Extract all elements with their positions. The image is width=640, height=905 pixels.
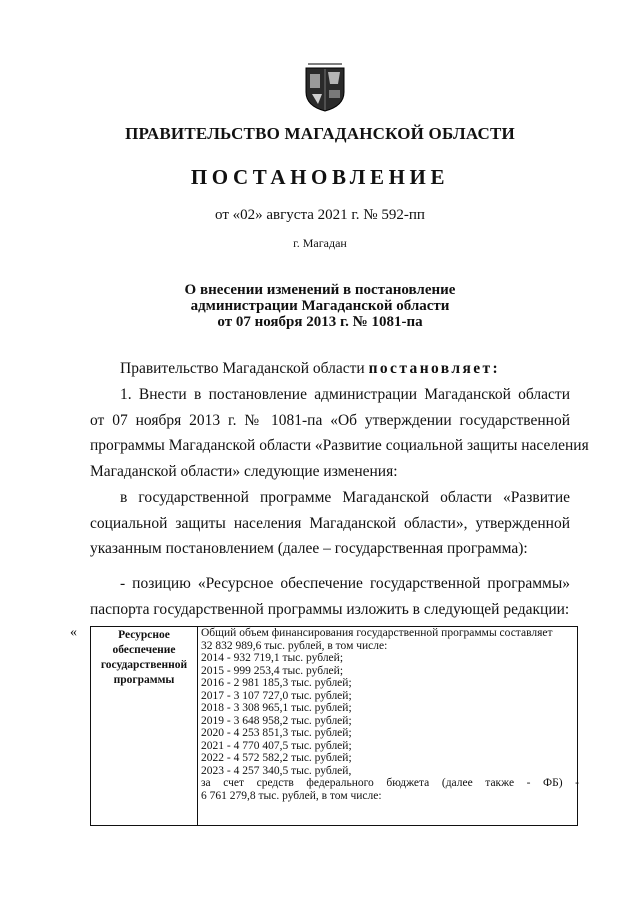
federal-funding-line: 6 761 279,8 тыс. рублей, в том числе: [201, 789, 382, 802]
government-title: ПРАВИТЕЛЬСТВО МАГАДАНСКОЙ ОБЛАСТИ [125, 124, 515, 143]
decree-paragraph [90, 356, 570, 382]
label-line: программы [113, 674, 175, 686]
year-funding-row: 2019 - 3 648 958,2 тыс. рублей; [201, 714, 352, 727]
paragraph-line: программы Магаданской области «Развитие социальной защиты населения [90, 437, 589, 454]
total-funding-line: 32 832 989,6 тыс. рублей, в том числе: [201, 639, 388, 652]
label-line: Ресурсное [118, 629, 170, 641]
document-subject [0, 282, 640, 330]
paragraph-line: от 07 ноября 2013 г. № 1081-па «Об утверждении государственной [90, 411, 570, 429]
paragraph-line: социальной защиты населения Магаданской области», утвержденной [90, 514, 570, 532]
paragraph-line: указанным постановлением (далее – государственная программа): [90, 540, 528, 557]
year-funding-row: 2016 - 2 981 185,3 тыс. рублей; [201, 677, 352, 689]
change-paragraph [90, 485, 570, 562]
federal-funding-line: за счет средств федерального бюджета (далее также - ФБ) - [201, 777, 579, 789]
subject-line: администрации Магаданской области [190, 298, 450, 314]
year-funding-row: 2015 - 999 253,4 тыс. рублей; [201, 664, 344, 677]
subject-line: от 07 ноября 2013 г. № 1081-па [217, 314, 423, 330]
total-funding-line: Общий объем финансирования государственной программы составляет [201, 627, 553, 639]
year-funding-row: 2021 - 4 770 407,5 тыс. рублей; [201, 739, 352, 752]
paragraph-line: - позицию «Ресурсное обеспечение государственной программы» [120, 575, 570, 592]
year-funding-row: 2023 - 4 257 340,5 тыс. рублей, [201, 764, 352, 777]
resource-label-cell [91, 627, 198, 825]
position-paragraph [90, 571, 570, 622]
year-funding-row: 2017 - 3 107 727,0 тыс. рублей; [201, 689, 352, 702]
label-line: государственной [100, 659, 188, 671]
paragraph-line: в государственной программе Магаданской области «Развитие [120, 489, 570, 506]
decree-prefix: Правительство Магаданской области [120, 360, 369, 377]
decree-line [90, 356, 570, 382]
document-date-number: от «02» августа 2021 г. № 592-пп [215, 207, 425, 223]
paragraph-line: 1. Внести в постановление администрации Магаданской области [120, 386, 570, 403]
resource-value-cell [199, 627, 579, 802]
year-funding-row: 2018 - 3 308 965,1 тыс. рублей; [201, 702, 352, 714]
coat-of-arms-icon [304, 62, 346, 112]
coat-of-arms-emblem [304, 62, 346, 112]
decree-word: постановляет: [368, 360, 501, 377]
opening-quote-mark: « [70, 625, 77, 640]
point-one-paragraph [90, 382, 589, 484]
label-line: обеспечение [112, 644, 176, 656]
year-funding-row: 2022 - 4 572 582,2 тыс. рублей; [201, 752, 352, 764]
paragraph-line: Магаданской области» следующие изменения: [90, 462, 398, 480]
document-city: г. Магадан [293, 236, 347, 250]
paragraph-line: паспорта государственной программы изложить в следующей редакции: [90, 600, 570, 618]
subject-line: О внесении изменений в постановление [184, 282, 456, 298]
year-funding-row: 2020 - 4 253 851,3 тыс. рублей; [201, 727, 352, 739]
year-funding-row: 2014 - 932 719,1 тыс. рублей; [201, 652, 344, 664]
resource-provision-table [90, 626, 578, 826]
document-type-heading: ПОСТАНОВЛЕНИЕ [190, 165, 450, 189]
